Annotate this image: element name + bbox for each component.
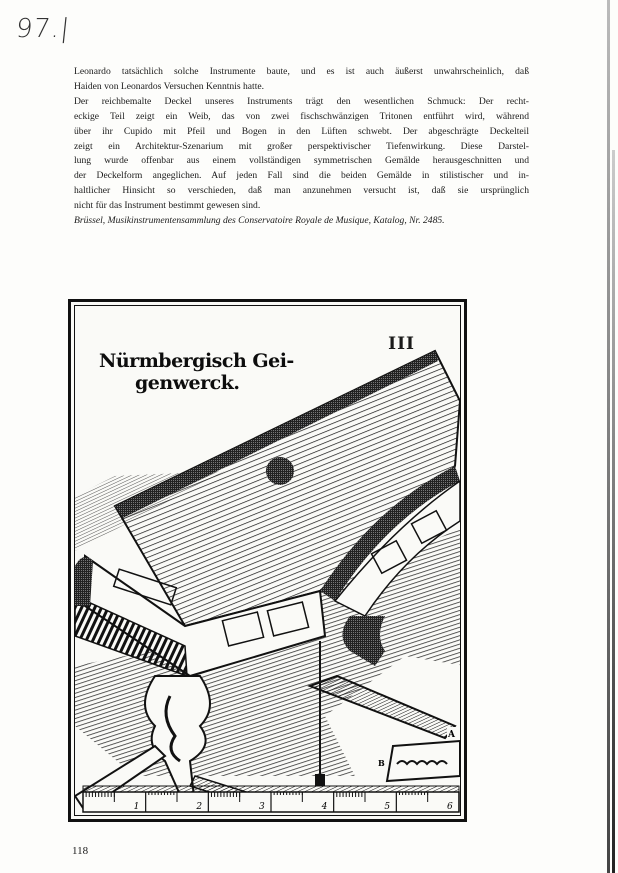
text-line: der Deckelform angeglichen. Auf jeden Fall sind die beiden Gemälde in stilistischer und in- bbox=[74, 170, 529, 182]
page-number: 118 bbox=[72, 845, 89, 857]
woodcut-title-line-1: Nürmbergisch Gei- bbox=[99, 350, 294, 372]
text-line: Der reichbemalte Deckel unseres Instruments trägt den wesentlichen Schmuck: Der recht- bbox=[74, 95, 529, 107]
text-line: zeigt ein Architektur-Szenarium mit großer perspektivischer Tiefenwirkung. Diese Darstel- bbox=[74, 140, 529, 152]
text-line: Leonardo tatsächlich solche Instrumente baute, und es ist auch äußerst unwahrscheinlich, daß bbox=[74, 66, 529, 77]
source-caption: Brüssel, Musikinstrumentensammlung des Conservatoire Royale de Musique, Katalog, Nr. 2485. bbox=[74, 215, 445, 227]
text-line: eckige Teil zeigt ein Weib, das von zwei fischschwänzigen Tritonen entführt wird, während bbox=[74, 110, 529, 122]
harpsichord-woodcut-illustration bbox=[75, 306, 461, 816]
figure-caption-source bbox=[74, 214, 529, 229]
ruler-number: 5 bbox=[384, 802, 391, 812]
book-spine-shadow bbox=[607, 0, 610, 873]
text-line: haltlicher Hinsicht so verschieden, daß man anzunehmen versucht ist, daß sie ursprünglich bbox=[74, 185, 529, 197]
ruler-number: 2 bbox=[196, 802, 203, 812]
paragraph-2 bbox=[74, 95, 529, 214]
text-line: nicht für das Instrument bestimmt gewesen sind. bbox=[74, 200, 261, 212]
woodcut-title-line-2: genwerck. bbox=[135, 372, 240, 394]
rose-ornament bbox=[266, 457, 294, 485]
handwritten-annotation: 97.| bbox=[14, 14, 72, 44]
paragraph-1 bbox=[74, 65, 529, 95]
ruler-number: 4 bbox=[321, 802, 328, 812]
ruler-number: 1 bbox=[133, 802, 140, 812]
plate-number: III bbox=[388, 334, 415, 354]
text-line: lung wurde offenbar aus einem vollständigen symmetrischen Gemälde herausgeschnitten und bbox=[74, 155, 529, 167]
scale-ruler bbox=[83, 786, 459, 812]
body-text bbox=[74, 65, 529, 229]
ruler-number: 3 bbox=[259, 802, 265, 812]
label-b: B bbox=[378, 758, 385, 768]
label-a: A bbox=[448, 730, 455, 740]
text-line: Haiden von Leonardos Versuchen Kenntnis hatte. bbox=[74, 80, 265, 92]
text-line: über ihr Cupido mit Pfeil und Bogen in den Lüften schwebt. Der abgeschrägte Deckelteil bbox=[74, 125, 529, 137]
woodcut-frame bbox=[74, 305, 461, 816]
ruler-number: 6 bbox=[447, 802, 453, 812]
woodcut-figure bbox=[68, 299, 467, 822]
book-spine-shadow-inner bbox=[612, 150, 615, 873]
